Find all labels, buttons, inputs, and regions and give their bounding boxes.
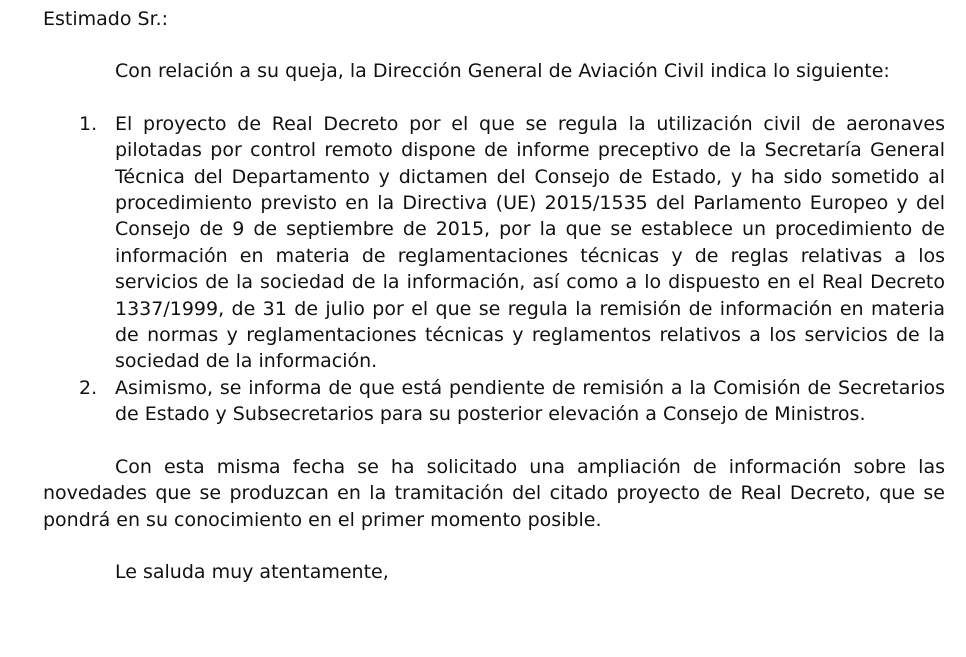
list-item-number: 2. xyxy=(79,376,98,399)
salutation: Estimado Sr.: xyxy=(43,8,169,30)
letter-body xyxy=(43,6,945,585)
followup-paragraph: Con esta misma fecha se ha solicitado una ampliación de información sobre las novedades que se produzcan en la tramitación del citado proyecto de Real Decreto, que se pondrá en su conocimiento en el primer momento posible. xyxy=(43,455,945,531)
numbered-list xyxy=(43,111,945,428)
list-item-text: Asimismo, se informa de que está pendiente de remisión a la Comisión de Secretarios de Estado y Subsecretarios para su posterior elevación a Consejo de Ministros. xyxy=(115,376,945,426)
list-item-number: 1. xyxy=(79,112,98,135)
list-item xyxy=(43,375,945,428)
intro-paragraph: Con relación a su queja, la Dirección General de Aviación Civil indica lo siguiente: xyxy=(115,60,890,83)
list-item-text: El proyecto de Real Decreto por el que se regula la utilización civil de aeronaves pilotadas por control remoto dispone de informe preceptivo de la Secretaría General Técnica del Departamento y dictamen del Consejo de Estado, y ha sido sometido al procedimiento previsto en la Directiva (UE) 2015/1535 del Parlamento Europeo y del Consejo de 9 de septiembre de 2015, por la que se establece un procedimiento de información en materia de reglamentaciones técnicas y de reglas relativas a los servicios de la sociedad de la información, así como a lo dispuesto en el Real Decreto 1337/1999, de 31 de julio por el que se regula la remisión de información en materia de normas y reglamentaciones técnicas y reglamentos relativos a los servicios de la sociedad de la información. xyxy=(115,112,945,373)
closing-line: Le saluda muy atentamente, xyxy=(115,560,389,583)
list-item xyxy=(43,111,945,375)
